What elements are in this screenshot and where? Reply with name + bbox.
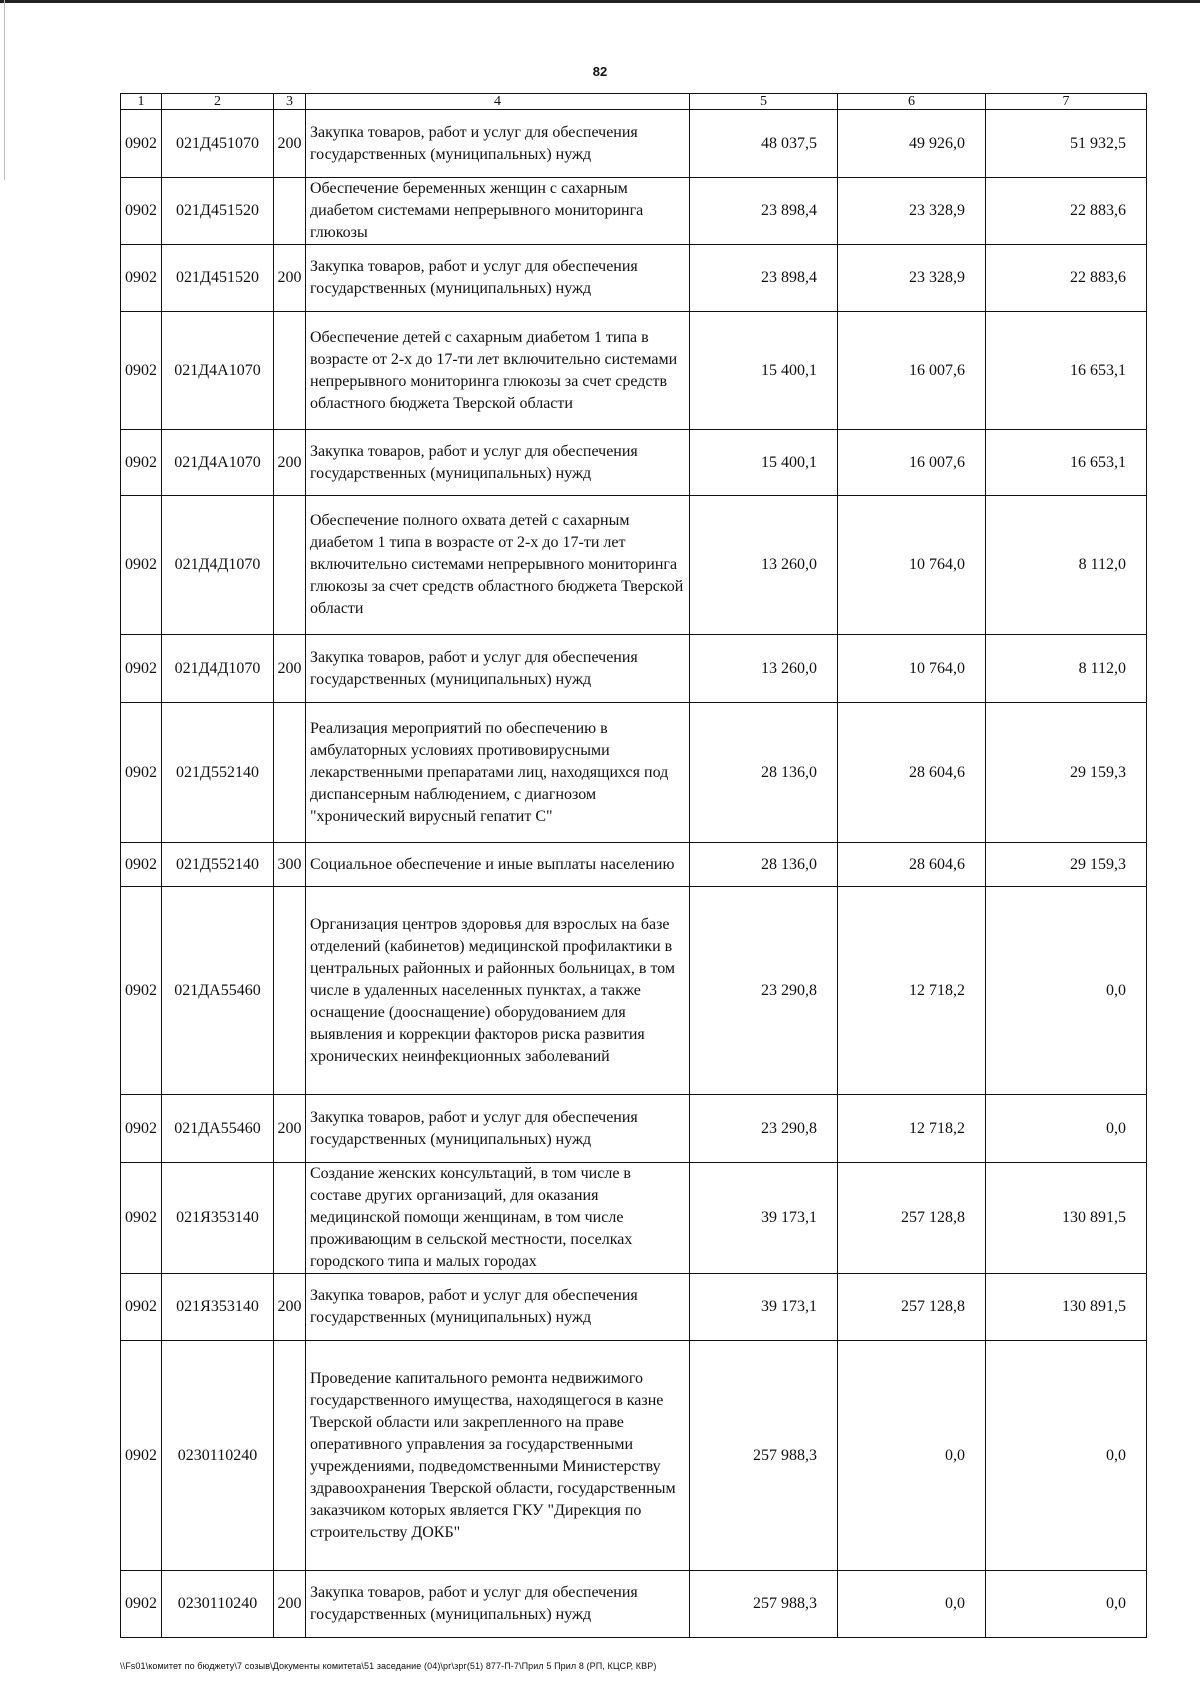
header-cell: 5 — [690, 94, 838, 110]
item-name: Организация центров здоровья для взрослых на базе отделений (кабинетов) медицинской профилактики в центральных районных и районных больницах, в том числе в удаленных населенных пунктах, а также оснащение (дооснащение) оборудованием для выявления и коррекции факторов риска развития хронических неинфекционных заболеваний — [306, 887, 690, 1095]
amount-col5: 15 400,1 — [690, 430, 838, 496]
expense-type — [274, 703, 306, 843]
amount-col6: 12 718,2 — [838, 887, 986, 1095]
header-cell: 7 — [986, 94, 1147, 110]
table-row — [121, 887, 1147, 1095]
amount-col6: 12 718,2 — [838, 1095, 986, 1163]
amount-col7: 0,0 — [986, 887, 1147, 1095]
expense-type — [274, 496, 306, 635]
table-row — [121, 110, 1147, 178]
amount-col6: 28 604,6 — [838, 843, 986, 887]
table-row — [121, 843, 1147, 887]
table-row — [121, 178, 1147, 245]
amount-col7: 8 112,0 — [986, 635, 1147, 703]
header-cell: 3 — [274, 94, 306, 110]
target-code: 021ДА55460 — [162, 887, 274, 1095]
expense-type — [274, 312, 306, 430]
expense-type — [274, 1341, 306, 1571]
target-code: 021Я353140 — [162, 1274, 274, 1341]
expense-type: 200 — [274, 1274, 306, 1341]
amount-col7: 0,0 — [986, 1571, 1147, 1638]
target-code: 021Д4А1070 — [162, 430, 274, 496]
amount-col5: 23 290,8 — [690, 887, 838, 1095]
table-row — [121, 496, 1147, 635]
amount-col7: 22 883,6 — [986, 178, 1147, 245]
amount-col5: 28 136,0 — [690, 843, 838, 887]
amount-col7: 8 112,0 — [986, 496, 1147, 635]
amount-col7: 16 653,1 — [986, 312, 1147, 430]
page-number: 82 — [592, 64, 608, 79]
target-code: 021Д552140 — [162, 703, 274, 843]
amount-col6: 10 764,0 — [838, 635, 986, 703]
section-code: 0902 — [121, 1571, 162, 1638]
target-code: 021Д4А1070 — [162, 312, 274, 430]
amount-col7: 29 159,3 — [986, 703, 1147, 843]
amount-col7: 130 891,5 — [986, 1274, 1147, 1341]
scan-left-edge — [4, 0, 5, 180]
amount-col5: 257 988,3 — [690, 1341, 838, 1571]
amount-col5: 39 173,1 — [690, 1274, 838, 1341]
header-row — [121, 94, 1147, 110]
section-code: 0902 — [121, 1163, 162, 1274]
item-name: Закупка товаров, работ и услуг для обеспечения государственных (муниципальных) нужд — [306, 110, 690, 178]
expense-type: 200 — [274, 1095, 306, 1163]
target-code: 021Д552140 — [162, 843, 274, 887]
target-code: 021ДА55460 — [162, 1095, 274, 1163]
amount-col6: 28 604,6 — [838, 703, 986, 843]
amount-col6: 0,0 — [838, 1571, 986, 1638]
item-name: Закупка товаров, работ и услуг для обеспечения государственных (муниципальных) нужд — [306, 1274, 690, 1341]
amount-col5: 23 290,8 — [690, 1095, 838, 1163]
amount-col7: 22 883,6 — [986, 245, 1147, 312]
amount-col7: 130 891,5 — [986, 1163, 1147, 1274]
item-name: Проведение капитального ремонта недвижимого государственного имущества, находящегося в казне Тверской области или закрепленного на праве оперативного управления за государственными учреждениями, подведомственными Министерству здравоохранения Тверской области, государственным заказчиком которых является ГКУ "Дирекция по строительству ДОКБ" — [306, 1341, 690, 1571]
amount-col6: 23 328,9 — [838, 178, 986, 245]
amount-col7: 0,0 — [986, 1095, 1147, 1163]
amount-col5: 39 173,1 — [690, 1163, 838, 1274]
section-code: 0902 — [121, 110, 162, 178]
item-name: Создание женских консультаций, в том числе в составе других организаций, для оказания медицинской помощи женщинам, в том числе проживающим в сельской местности, поселках городского типа и малых городах — [306, 1163, 690, 1274]
amount-col6: 257 128,8 — [838, 1163, 986, 1274]
amount-col5: 23 898,4 — [690, 178, 838, 245]
item-name: Закупка товаров, работ и услуг для обеспечения государственных (муниципальных) нужд — [306, 635, 690, 703]
file-path-footer: \\Fs01\комитет по бюджету\7 созыв\Документы комитета\51 заседание (04)\рг\зрг(51) 877-П-7\Прил 5 Прил 8 (РП, КЦСР, КВР) — [120, 1661, 657, 1671]
target-code: 021Я353140 — [162, 1163, 274, 1274]
table-row — [121, 703, 1147, 843]
target-code: 021Д451520 — [162, 245, 274, 312]
amount-col7: 51 932,5 — [986, 110, 1147, 178]
table-row — [121, 635, 1147, 703]
item-name: Закупка товаров, работ и услуг для обеспечения государственных (муниципальных) нужд — [306, 245, 690, 312]
header-cell: 2 — [162, 94, 274, 110]
expense-type — [274, 178, 306, 245]
amount-col6: 0,0 — [838, 1341, 986, 1571]
table-row — [121, 1341, 1147, 1571]
amount-col6: 257 128,8 — [838, 1274, 986, 1341]
section-code: 0902 — [121, 703, 162, 843]
expense-type — [274, 1163, 306, 1274]
section-code: 0902 — [121, 887, 162, 1095]
table-row — [121, 430, 1147, 496]
amount-col5: 28 136,0 — [690, 703, 838, 843]
table-row — [121, 1274, 1147, 1341]
target-code: 0230110240 — [162, 1341, 274, 1571]
section-code: 0902 — [121, 245, 162, 312]
section-code: 0902 — [121, 430, 162, 496]
header-cell: 6 — [838, 94, 986, 110]
table-row — [121, 1571, 1147, 1638]
amount-col5: 257 988,3 — [690, 1571, 838, 1638]
amount-col6: 10 764,0 — [838, 496, 986, 635]
amount-col5: 48 037,5 — [690, 110, 838, 178]
table-row — [121, 1163, 1147, 1274]
target-code: 0230110240 — [162, 1571, 274, 1638]
section-code: 0902 — [121, 1095, 162, 1163]
section-code: 0902 — [121, 635, 162, 703]
section-code: 0902 — [121, 496, 162, 635]
table-row — [121, 245, 1147, 312]
target-code: 021Д451520 — [162, 178, 274, 245]
amount-col7: 29 159,3 — [986, 843, 1147, 887]
expense-type: 200 — [274, 110, 306, 178]
section-code: 0902 — [121, 1341, 162, 1571]
amount-col5: 23 898,4 — [690, 245, 838, 312]
expense-type — [274, 887, 306, 1095]
scan-top-edge — [0, 0, 1200, 3]
section-code: 0902 — [121, 1274, 162, 1341]
target-code: 021Д4Д1070 — [162, 635, 274, 703]
item-name: Закупка товаров, работ и услуг для обеспечения государственных (муниципальных) нужд — [306, 1571, 690, 1638]
amount-col6: 16 007,6 — [838, 312, 986, 430]
item-name: Закупка товаров, работ и услуг для обеспечения государственных (муниципальных) нужд — [306, 1095, 690, 1163]
amount-col5: 15 400,1 — [690, 312, 838, 430]
amount-col5: 13 260,0 — [690, 496, 838, 635]
amount-col6: 49 926,0 — [838, 110, 986, 178]
amount-col6: 16 007,6 — [838, 430, 986, 496]
header-cell: 4 — [306, 94, 690, 110]
section-code: 0902 — [121, 312, 162, 430]
header-cell: 1 — [121, 94, 162, 110]
section-code: 0902 — [121, 178, 162, 245]
expense-type: 200 — [274, 430, 306, 496]
section-code: 0902 — [121, 843, 162, 887]
item-name: Обеспечение полного охвата детей с сахарным диабетом 1 типа в возрасте от 2-х до 17-ти лет включительно системами непрерывного мониторинга глюкозы за счет средств областного бюджета Тверской области — [306, 496, 690, 635]
item-name: Обеспечение беременных женщин с сахарным диабетом системами непрерывного мониторинга глюкозы — [306, 178, 690, 245]
item-name: Социальное обеспечение и иные выплаты населению — [306, 843, 690, 887]
target-code: 021Д451070 — [162, 110, 274, 178]
item-name: Обеспечение детей с сахарным диабетом 1 типа в возрасте от 2-х до 17-ти лет включительно системами непрерывного мониторинга глюкозы за счет средств областного бюджета Тверской области — [306, 312, 690, 430]
item-name: Закупка товаров, работ и услуг для обеспечения государственных (муниципальных) нужд — [306, 430, 690, 496]
expense-type: 300 — [274, 843, 306, 887]
item-name: Реализация мероприятий по обеспечению в амбулаторных условиях противовирусными лекарственными препаратами лиц, находящихся под диспансерным наблюдением, с диагнозом "хронический вирусный гепатит С" — [306, 703, 690, 843]
expense-type: 200 — [274, 635, 306, 703]
amount-col5: 13 260,0 — [690, 635, 838, 703]
budget-table — [120, 93, 1147, 1638]
amount-col7: 0,0 — [986, 1341, 1147, 1571]
amount-col7: 16 653,1 — [986, 430, 1147, 496]
expense-type: 200 — [274, 1571, 306, 1638]
table-row — [121, 1095, 1147, 1163]
expense-type: 200 — [274, 245, 306, 312]
table-row — [121, 312, 1147, 430]
target-code: 021Д4Д1070 — [162, 496, 274, 635]
amount-col6: 23 328,9 — [838, 245, 986, 312]
